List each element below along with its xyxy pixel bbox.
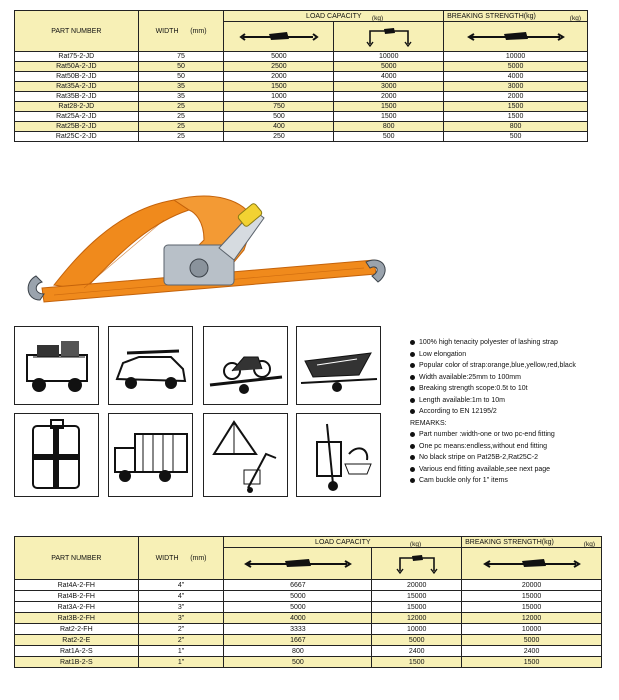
- cell-load1: 2000: [224, 72, 334, 82]
- header-width: [138, 11, 224, 52]
- cell-load2: 4000: [334, 72, 444, 82]
- cell-load2: 1500: [334, 102, 444, 112]
- cell-load1: 500: [224, 657, 372, 668]
- cell-part: Rat2-2-FH: [15, 624, 139, 635]
- cell-load1: 4000: [224, 613, 372, 624]
- motorcycle-trailer-icon: [203, 326, 288, 405]
- feature-list-item: [410, 349, 615, 361]
- spec-table-imperial: [14, 536, 602, 668]
- feature-text: REMARKS:: [410, 419, 447, 427]
- table-row: [15, 102, 588, 112]
- cell-width: 50: [138, 72, 224, 82]
- cell-brk: 500: [444, 132, 588, 142]
- cell-width: 50: [138, 62, 224, 72]
- feature-text: One pc means:endless,without end fitting: [419, 442, 548, 450]
- table-row: [15, 613, 602, 624]
- table-row: [15, 82, 588, 92]
- bullet-icon: [410, 375, 415, 380]
- bullet-icon: [410, 340, 415, 345]
- cell-brk: 10000: [444, 52, 588, 62]
- cell-load2: 5000: [372, 635, 462, 646]
- bullet-icon: [410, 432, 415, 437]
- cell-brk: 5000: [444, 62, 588, 72]
- bullet-icon: [410, 398, 415, 403]
- cell-load1: 2500: [224, 62, 334, 72]
- table-row: [15, 657, 602, 668]
- cell-brk: 2000: [444, 92, 588, 102]
- cell-brk: 1500: [444, 102, 588, 112]
- cell-width: 25: [138, 132, 224, 142]
- feature-list-item: [410, 337, 615, 349]
- feature-list-item: [410, 383, 615, 395]
- table-row: [15, 52, 588, 62]
- cell-load1: 250: [224, 132, 334, 142]
- cell-part: Rat25A-2-JD: [15, 112, 139, 122]
- cell-width: 25: [138, 122, 224, 132]
- bullet-icon: [410, 455, 415, 460]
- cell-brk: 1500: [444, 112, 588, 122]
- cell-load2: 10000: [334, 52, 444, 62]
- ratchet-straight-2-icon: [466, 29, 566, 45]
- feature-text: Breaking strength scope:0.5t to 10t: [419, 385, 528, 392]
- tent-icon: [203, 413, 288, 497]
- table-row: [15, 122, 588, 132]
- icon-cell-straight-3: [224, 548, 372, 580]
- cell-part: Rat3A-2-FH: [15, 602, 139, 613]
- feature-list-item: [410, 475, 615, 487]
- feature-text: Popular color of strap:orange,blue,yellow,red,black: [419, 362, 576, 369]
- cell-part: Rat2-2-E: [15, 635, 139, 646]
- cell-part: Rat35A-2-JD: [15, 82, 139, 92]
- cell-width: 2": [138, 635, 224, 646]
- car-cargo-icon: [14, 326, 99, 405]
- table-row: [15, 635, 602, 646]
- cell-load1: 5000: [224, 52, 334, 62]
- cell-load2: 15000: [372, 602, 462, 613]
- bullet-icon: [410, 363, 415, 368]
- icon-cell-straight: [224, 22, 334, 52]
- spec-table-metric: [14, 10, 588, 142]
- icon-cell-u-2: [372, 548, 462, 580]
- header-width-label: WIDTH: [155, 27, 179, 35]
- cell-load2: 3000: [334, 82, 444, 92]
- feature-list-item: [410, 441, 615, 453]
- header-break-label-2: BREAKING STRENGTH(kg): [465, 538, 554, 546]
- hand-truck-icon: [296, 413, 381, 497]
- bullet-icon: [410, 352, 415, 357]
- cell-brk: 3000: [444, 82, 588, 92]
- car-roofrack-icon: [108, 326, 193, 405]
- header-load-unit: (kg): [371, 15, 384, 22]
- cell-width: 1": [138, 657, 224, 668]
- header-part-number-2: PART NUMBER: [15, 537, 139, 580]
- cell-width: 4": [138, 580, 224, 591]
- cell-width: 25: [138, 102, 224, 112]
- cell-part: Rat1A-2-S: [15, 646, 139, 657]
- icon-cell-straight-4: [462, 548, 602, 580]
- table-row: [15, 591, 602, 602]
- cell-load1: 400: [224, 122, 334, 132]
- cell-part: Rat75-2-JD: [15, 52, 139, 62]
- table-row: [15, 112, 588, 122]
- header-load-label: LOAD CAPACITY: [306, 12, 362, 20]
- feature-list-item: [410, 464, 615, 476]
- cell-load1: 5000: [224, 591, 372, 602]
- table-row: [15, 92, 588, 102]
- table-row: [15, 580, 602, 591]
- feature-list-item: [410, 452, 615, 464]
- feature-list-item: [410, 429, 615, 441]
- cell-load1: 800: [224, 646, 372, 657]
- cell-load1: 3333: [224, 624, 372, 635]
- feature-text: Length available:1m to 10m: [419, 396, 505, 404]
- icon-cell-u: [334, 22, 444, 52]
- header-load-capacity-2: [224, 537, 462, 548]
- cell-load1: 1500: [224, 82, 334, 92]
- feature-text: Part number :width-one or two pc-end fitting: [419, 431, 555, 438]
- cell-load1: 5000: [224, 602, 372, 613]
- bullet-icon: [410, 467, 415, 472]
- cell-brk: 12000: [462, 613, 602, 624]
- cell-load2: 10000: [372, 624, 462, 635]
- ratchet-straight-icon: [239, 29, 319, 45]
- feature-text: Various end fitting available,see next page: [419, 465, 551, 473]
- header-break-unit: (kg): [569, 15, 581, 22]
- ratchet-straight-4-icon: [482, 556, 582, 572]
- cell-load2: 800: [334, 122, 444, 132]
- cell-brk: 15000: [462, 591, 602, 602]
- cell-brk: 800: [444, 122, 588, 132]
- cell-part: Rat50B-2-JD: [15, 72, 139, 82]
- cell-brk: 5000: [462, 635, 602, 646]
- cell-load2: 15000: [372, 591, 462, 602]
- feature-text: Low elongation: [419, 350, 467, 358]
- cell-load1: 750: [224, 102, 334, 112]
- cell-width: 3": [138, 613, 224, 624]
- ratchet-u-2-icon: [394, 553, 440, 575]
- cell-width: 35: [138, 92, 224, 102]
- cell-width: 35: [138, 82, 224, 92]
- cell-width: 3": [138, 602, 224, 613]
- bullet-icon: [410, 409, 415, 414]
- cell-load2: 20000: [372, 580, 462, 591]
- feature-list-item: [410, 360, 615, 372]
- cell-part: Rat4B-2-FH: [15, 591, 139, 602]
- table-row: [15, 132, 588, 142]
- cell-part: Rat3B-2-FH: [15, 613, 139, 624]
- cell-part: Rat25B-2-JD: [15, 122, 139, 132]
- header-breaking-strength: [444, 11, 588, 22]
- cell-load2: 500: [334, 132, 444, 142]
- header-width-unit-2: (mm): [190, 554, 207, 562]
- feature-list: [410, 337, 615, 487]
- cell-brk: 1500: [462, 657, 602, 668]
- feature-text: According to EN 12195/2: [419, 408, 497, 415]
- luggage-icon: [14, 413, 99, 497]
- cell-width: 25: [138, 112, 224, 122]
- header-load-capacity: [224, 11, 444, 22]
- feature-list-item: [410, 406, 615, 418]
- cell-width: 4": [138, 591, 224, 602]
- header-width-unit: (mm): [190, 27, 207, 35]
- cell-width: 1": [138, 646, 224, 657]
- bullet-icon: [410, 386, 415, 391]
- header-part-number: PART NUMBER: [15, 11, 139, 52]
- feature-list-item: [410, 372, 615, 384]
- cell-part: Rat4A-2-FH: [15, 580, 139, 591]
- header-width-2: [138, 537, 224, 580]
- cell-brk: 2400: [462, 646, 602, 657]
- header-break-unit-2: (kg): [583, 541, 595, 548]
- cell-load2: 1500: [372, 657, 462, 668]
- cell-width: 2": [138, 624, 224, 635]
- cell-brk: 20000: [462, 580, 602, 591]
- feature-text: Width available:25mm to 100mm: [419, 373, 521, 381]
- table-row: [15, 646, 602, 657]
- boat-trailer-icon: [296, 326, 381, 405]
- bullet-icon: [410, 444, 415, 449]
- header-load-label-2: LOAD CAPACITY: [315, 538, 371, 546]
- icon-cell-straight-2: [444, 22, 588, 52]
- cell-part: Rat28-2-JD: [15, 102, 139, 112]
- ratchet-strap-photo: [14, 190, 394, 310]
- table-row: [15, 624, 602, 635]
- cell-part: Rat50A-2-JD: [15, 62, 139, 72]
- header-load-unit-2: (kg): [409, 541, 422, 548]
- header-width-label-2: WIDTH: [155, 554, 179, 562]
- header-break-label: BREAKING STRENGTH(kg): [447, 12, 536, 20]
- cell-load1: 1667: [224, 635, 372, 646]
- cell-part: Rat35B-2-JD: [15, 92, 139, 102]
- feature-text: Cam buckle only for 1" items: [419, 477, 508, 484]
- cell-width: 75: [138, 52, 224, 62]
- cell-load2: 5000: [334, 62, 444, 72]
- cell-brk: 15000: [462, 602, 602, 613]
- cell-part: Rat25C-2-JD: [15, 132, 139, 142]
- ratchet-straight-3-icon: [243, 556, 353, 572]
- cell-load2: 1500: [334, 112, 444, 122]
- cell-part: Rat1B-2-S: [15, 657, 139, 668]
- cell-load1: 6667: [224, 580, 372, 591]
- cell-brk: 10000: [462, 624, 602, 635]
- header-breaking-strength-2: [462, 537, 602, 548]
- bullet-icon: [410, 478, 415, 483]
- truck-icon: [108, 413, 193, 497]
- table-row: [15, 62, 588, 72]
- table-row: [15, 72, 588, 82]
- remarks-heading: [410, 418, 615, 430]
- feature-text: No black stripe on Pat25B-2,Rat25C-2: [419, 454, 539, 461]
- cell-load2: 2400: [372, 646, 462, 657]
- table-row: [15, 602, 602, 613]
- ratchet-u-icon: [364, 26, 414, 48]
- cell-load2: 2000: [334, 92, 444, 102]
- cell-load2: 12000: [372, 613, 462, 624]
- feature-text: 100% high tenacity polyester of lashing strap: [419, 339, 558, 346]
- cell-load1: 500: [224, 112, 334, 122]
- cell-load1: 1000: [224, 92, 334, 102]
- feature-list-item: [410, 395, 615, 407]
- cell-brk: 4000: [444, 72, 588, 82]
